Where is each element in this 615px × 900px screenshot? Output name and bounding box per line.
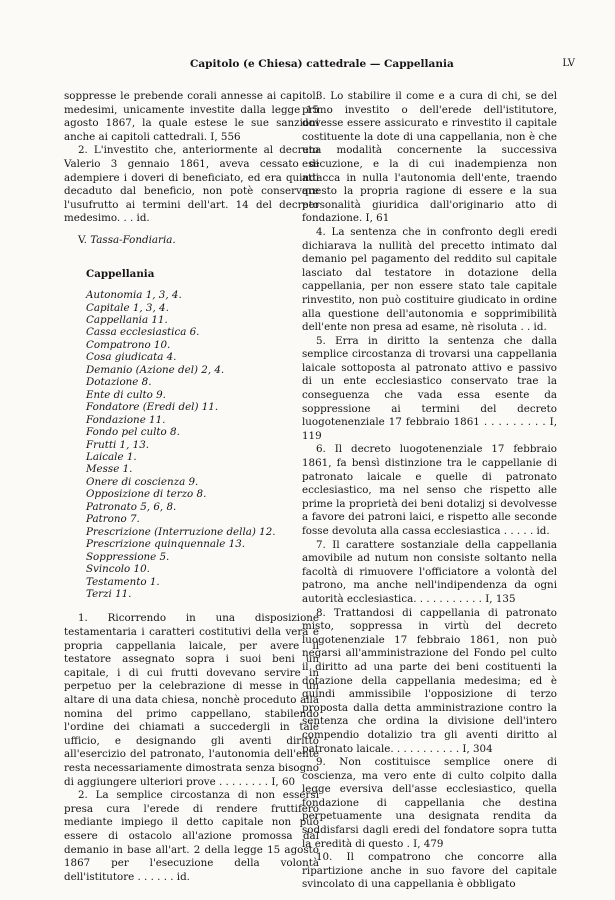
- paragraph: 2. La semplice circostanza di non essersi presa cura l'erede di rendere fruttifero mediante impiego il detto capitale non può essere di ostacolo all'azione promossa dal demanio in base all'art. 2 della legge 15 agosto 1867 per l'esecuzione della volontà dell'istitutore . . . . . . id.: [64, 789, 319, 883]
- index-entry: Fondo pel culto 8.: [86, 426, 180, 439]
- section-title: Cappellania: [86, 267, 155, 280]
- subheading-number: V.: [78, 233, 87, 246]
- paragraph: 8. Trattandosi di cappellania di patronato misto, soppressa in virtù del decreto luogotenenziale 17 febbraio 1861, non può negarsi all'amministrazione del Fondo pel culto il diritto ad una parte dei beni costituenti la dotazione della cappellania medesima; ed è quindi ammissibile l'opposizione di terzo proposta dalla detta amministrazione contro la sentenza che ordina la divisione dell'intero compendio dotalizio tra gli aventi diritto al patronato laicale. . . . . . . . . . . I, 304: [302, 606, 557, 755]
- paragraph: soppresse le prebende corali annesse ai capitoli medesimi, unicamente investite dalla legge 15 agosto 1867, la quale estese le sue sanzioni anche ai capitoli cattedrali. I, 556: [64, 90, 319, 143]
- index-entry: Prescrizione quinquennale 13.: [86, 538, 246, 551]
- index-entry: Demanio (Azione del) 2, 4.: [86, 363, 225, 376]
- index-entry: Svincolo 10.: [86, 563, 150, 576]
- index-entry: Frutti 1, 13.: [86, 438, 150, 451]
- subheading: [78, 234, 319, 248]
- index-entry: Capitale 1, 3, 4.: [86, 301, 169, 314]
- index-entry: Cassa ecclesiastica 6.: [86, 326, 200, 339]
- index-entry: Fondazione 11.: [86, 413, 166, 426]
- paragraph: 4. La sentenza che in confronto degli eredi dichiarava la nullità del precetto intimato dal demanio pel pagamento del reddito sul capitale lasciato dal testatore in dotazione della cappellania, per non essere stato tale capitale rinvestito, non può costituire giudicato in ordine alla questione dell'autonomia e sopprimibilità dell'ente non presa ad esame, nè risoluta . . id.: [302, 225, 557, 334]
- index-entry: Patronato 5, 6, 8.: [86, 500, 177, 513]
- page-number: LV: [562, 58, 575, 69]
- index-entry: Prescrizione (Interruzione della) 12.: [86, 525, 276, 538]
- paragraph: 2. L'investito che, anteriormente al decreto Valerio 3 gennaio 1861, aveva cessato di adempiere i doveri di beneficiato, ed era quindi decaduto dal beneficio, non potè conservare l'usufrutto ai termini dell'art. 14 del decreto medesimo. . . id.: [64, 144, 319, 225]
- index-entry: Cappellania 11.: [86, 314, 168, 327]
- index-entry: Autonomia 1, 3, 4.: [86, 289, 182, 302]
- index-list: [86, 289, 319, 600]
- paragraph: 5. Erra in diritto la sentenza che dalla semplice circostanza di trovarsi una cappellania laicale sottoposta al patronato attivo e passivo di un ente ecclesiastico conservato trae la conseguenza che vada essa esente da soppressione ai termini del decreto luogotenenziale 17 febbraio 1861 . . . . . . . . . I, 119: [302, 334, 557, 442]
- index-entry: Ente di culto 9.: [86, 388, 166, 401]
- paragraph: 6. Il decreto luogotenenziale 17 febbraio 1861, fa bensì distinzione tra le cappellanie di patronato laicale e quelle di patronato ecclesiastico, ma nel senso che rispetto alle prime la proprietà dei beni dotalizj si devolvesse a favore dei patroni laici, e rispetto alle seconde fosse devoluta alla cassa ecclesiastica . . . . . id.: [302, 443, 557, 537]
- index-entry: Opposizione di terzo 8.: [86, 488, 207, 501]
- paragraph: 3. Lo stabilire il come e a cura di chi, se del primo investito o dell'erede dell'istitutore, dovesse essere assicurato e rinvestito il capitale costituente la dote di una cappellania, non è che una modalità concernente la successiva esecuzione, e la di cui inadempienza non attacca in nulla l'autonomia dell'ente, traendo questo la propria ragione di essere e la sua personalità giuridica dall'originario atto di fondazione. I, 61: [302, 90, 557, 225]
- index-entry: Fondatore (Eredi del) 11.: [86, 401, 219, 414]
- index-entry: Soppressione 5.: [86, 550, 170, 563]
- index-entry: Compatrono 10.: [86, 338, 171, 351]
- index-entry: Cosa giudicata 4.: [86, 351, 177, 364]
- index-entry: Onere di coscienza 9.: [86, 475, 199, 488]
- paragraph: 1. Ricorrendo in una disposizione testamentaria i caratteri costitutivi della vera e propria cappellania laicale, per avere il testatore assegnato sopra i suoi beni un capitale, i di cui frutti dovevano servire in perpetuo per la celebrazione di messe in un altare di una data chiesa, nonchè proceduto alla nomina del primo cappellano, stabilendo l'ordine dei chiamati a succedergli in tale ufficio, e designando gli aventi diritto all'esercizio del patronato, l'autonomia dell'ente resta necessariamente dimostrata senza bisogno di aggiungere ulteriori prove . . . . . . . . I, 60: [64, 612, 320, 788]
- index-entry: Laicale 1.: [86, 451, 137, 464]
- index-entry: Testamento 1.: [86, 575, 160, 588]
- header-title: Capitolo (e Chiesa) cattedrale — Cappellania: [190, 58, 454, 70]
- paragraph: 10. Il compatrono che concorre alla ripartizione anche in suo favore del capitale svincolato di una cappellania è obbligato: [302, 851, 557, 891]
- paragraph: 9. Non costituisce semplice onere di coscienza, ma vero ente di culto colpito dalla legge eversiva dell'asse ecclesiastico, quella fondazione di cappellania che destina perpetuamente una designata rendita da soddisfarsi dagli eredi del fondatore sopra tutta la eredità di questo . I, 479: [302, 756, 557, 850]
- subheading-text: Tassa-Fondiaria.: [90, 233, 176, 246]
- paragraph: 7. Il carattere sostanziale della cappellania amovibile ad nutum non consiste soltanto nella facoltà di rimuovere l'officiatore a volontà del patrono, ma anche nell'indipendenza da ogni autorità ecclesiastica. . . . . . . . . . . I, 135: [302, 538, 557, 605]
- index-entry: Terzi 11.: [86, 588, 132, 600]
- index-entry: Dotazione 8.: [86, 376, 152, 389]
- left-column: [64, 90, 319, 884]
- running-header: [40, 58, 575, 72]
- index-entry: Patrono 7.: [86, 513, 140, 526]
- right-column: [302, 90, 557, 892]
- index-entry: Messe 1.: [86, 463, 133, 476]
